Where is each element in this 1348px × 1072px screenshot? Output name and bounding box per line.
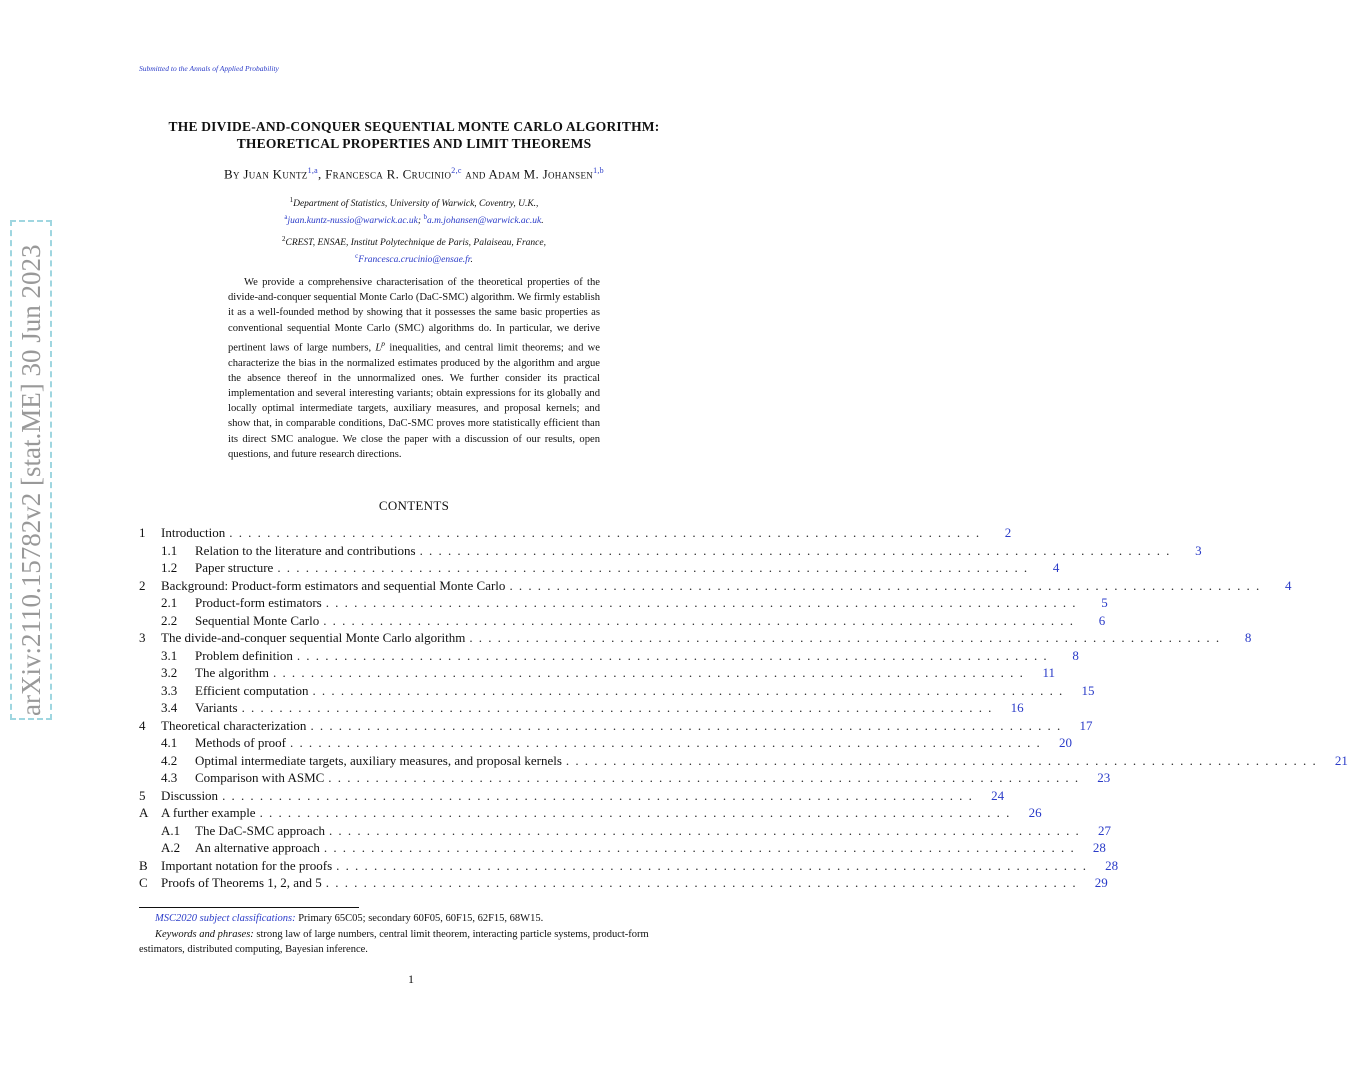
toc-leader-dots: ................................................................................ [419, 542, 1176, 558]
toc-leader-dots: ................................................................................ [259, 805, 1016, 820]
toc-leader-dots: ................................................................................ [336, 857, 1093, 873]
toc-entry[interactable] [139, 524, 1012, 542]
toc-entry[interactable] [139, 734, 1072, 752]
toc-entry[interactable] [139, 787, 1005, 805]
toc-title: Theoretical characterization [161, 717, 307, 733]
contents-heading: CONTENTS [378, 498, 450, 513]
toc-leader-dots: ................................................................................ [328, 770, 1085, 785]
toc-number: B [139, 857, 148, 873]
keywords-label: Keywords and phrases: [155, 929, 254, 940]
author-3: Adam M. Johansen [488, 166, 594, 182]
toc-number: 1.2 [161, 560, 178, 575]
toc-number: 2.2 [161, 612, 178, 628]
toc-title: The DaC-SMC approach [195, 822, 325, 838]
email-link-b[interactable]: a.m.johansen@warwick.ac.uk [426, 216, 542, 227]
toc-title: Optimal intermediate targets, auxiliary measures, and proposal kernels [195, 752, 562, 768]
toc-number: A [139, 805, 149, 820]
toc-entry[interactable] [139, 612, 1106, 630]
toc-number: 4 [139, 717, 146, 733]
toc-page-link[interactable]: 17 [1079, 717, 1093, 733]
toc-number: 1.1 [161, 542, 178, 558]
toc-entry[interactable] [139, 647, 1079, 665]
toc-leader-dots: ................................................................................ [509, 577, 1266, 593]
lp-exponent: p [381, 338, 386, 348]
toc-page-link[interactable]: 2 [1004, 525, 1012, 540]
affiliation-1-marker: 1 [289, 196, 294, 204]
toc-leader-dots: ................................................................................ [469, 630, 1226, 645]
author-1-affil[interactable]: 1,a [307, 166, 319, 175]
toc-page-link[interactable]: 8 [1072, 647, 1079, 663]
toc-title: Important notation for the proofs [161, 857, 333, 873]
msc-footnote [139, 911, 689, 926]
toc-title: The divide-and-conquer sequential Monte Carlo algorithm [161, 630, 466, 645]
toc-title: A further example [161, 805, 256, 820]
toc-title: Introduction [161, 525, 226, 540]
toc-entry[interactable] [139, 682, 1095, 700]
email-c-marker: c [355, 252, 359, 261]
toc-number: 2 [139, 577, 146, 593]
toc-title: Problem definition [195, 647, 293, 663]
toc-entry[interactable] [139, 664, 1056, 682]
toc-entry[interactable] [139, 857, 1119, 875]
abstract [228, 275, 600, 462]
toc-number: 3.4 [161, 700, 178, 715]
email-link-a[interactable]: juan.kuntz-nussio@warwick.ac.uk [287, 216, 418, 227]
email-b-marker: b [423, 213, 427, 222]
footnote-rule [139, 907, 359, 908]
toc-leader-dots: ................................................................................ [325, 595, 1082, 610]
toc-title: The algorithm [195, 665, 270, 680]
toc-number: 3.3 [161, 682, 178, 698]
toc-page-link[interactable]: 3 [1195, 542, 1202, 558]
toc-leader-dots: ................................................................................ [325, 875, 1082, 890]
toc-title: An alternative approach [195, 840, 320, 855]
toc-leader-dots: ................................................................................ [241, 700, 998, 715]
toc-entry[interactable] [139, 874, 1108, 892]
toc-entry[interactable] [139, 577, 1292, 595]
page-number: 1 [408, 972, 414, 986]
toc-leader-dots: ................................................................................ [229, 525, 986, 540]
author-by: By [224, 166, 240, 182]
toc-leader-dots: ................................................................................ [296, 647, 1053, 663]
affiliation-2 [150, 233, 678, 267]
toc-page-link[interactable]: 15 [1081, 682, 1095, 698]
email-link-c[interactable]: Francesca.crucinio@ensae.fr [358, 255, 471, 266]
toc-page-link[interactable]: 5 [1101, 595, 1108, 610]
toc-page-link[interactable]: 16 [1010, 700, 1024, 715]
toc-title: Sequential Monte Carlo [195, 612, 320, 628]
affiliation-2-text: CREST, ENSAE, Institut Polytechnique de Paris, Palaiseau, France, [285, 238, 546, 249]
email-c-end: . [470, 255, 473, 266]
toc-leader-dots: ................................................................................ [312, 682, 1069, 698]
toc-leader-dots: ................................................................................ [222, 787, 979, 803]
toc-title: Comparison with ASMC [195, 770, 325, 785]
affiliation-2-marker: 2 [281, 235, 286, 243]
title-line-2: THEORETICAL PROPERTIES AND LIMIT THEOREMS [236, 136, 592, 151]
toc-entry[interactable] [139, 542, 1202, 560]
toc-entry[interactable] [139, 804, 1042, 822]
author-1: Juan Kuntz [243, 166, 308, 182]
toc-entry[interactable] [139, 822, 1111, 840]
toc-number: 3.2 [161, 665, 178, 680]
toc-entry[interactable] [139, 769, 1111, 787]
toc-number: 2.1 [161, 595, 178, 610]
toc-number: 1 [139, 525, 146, 540]
toc-title: Methods of proof [195, 735, 286, 750]
email-a-marker: a [284, 213, 288, 222]
author-2: Francesca R. Crucinio [325, 166, 452, 182]
toc-title: Background: Product-form estimators and sequential Monte Carlo [161, 577, 506, 593]
toc-entry[interactable] [139, 559, 1060, 577]
toc-number: 4.1 [161, 735, 178, 750]
toc-title: Efficient computation [195, 682, 309, 698]
toc-leader-dots: ................................................................................ [277, 560, 1034, 575]
toc-title: Variants [195, 700, 238, 715]
toc-page-link[interactable]: 27 [1097, 822, 1111, 838]
toc-page-link[interactable]: 29 [1094, 875, 1108, 890]
toc-leader-dots: ................................................................................ [328, 822, 1085, 838]
toc-page-link[interactable]: 6 [1098, 612, 1106, 628]
toc-entry[interactable] [139, 699, 1024, 717]
toc-page-link[interactable]: 28 [1105, 857, 1119, 873]
toc-entry[interactable] [139, 594, 1108, 612]
toc-number: A.2 [161, 840, 181, 855]
title-line-1: THE DIVIDE-AND-CONQUER SEQUENTIAL MONTE CARLO ALGORITHM: [168, 119, 660, 134]
toc-number: A.1 [161, 822, 181, 838]
toc-title: Discussion [161, 787, 219, 803]
toc-page-link[interactable]: 23 [1097, 770, 1111, 785]
lp-symbol: L [375, 342, 382, 354]
toc-entry[interactable] [139, 717, 1093, 735]
affiliation-1 [150, 194, 678, 228]
toc-page-link[interactable]: 4 [1284, 577, 1292, 593]
toc-number: 4.2 [161, 752, 178, 768]
toc-leader-dots: ................................................................................ [323, 612, 1080, 628]
toc-number: 3 [139, 630, 146, 645]
toc-page-link[interactable]: 28 [1092, 840, 1106, 855]
toc-leader-dots: ................................................................................ [290, 735, 1046, 750]
toc-page-link[interactable]: 26 [1028, 805, 1042, 820]
email-end: . [541, 216, 544, 227]
journal-header: Submitted to the Annals of Applied Probability [139, 64, 279, 73]
toc-title: Relation to the literature and contributions [195, 542, 416, 558]
msc-text: Primary 65C05; secondary 60F05, 60F15, 62F15, 68W15. [295, 913, 544, 924]
toc-entry[interactable] [139, 629, 1252, 647]
paper-title [100, 118, 728, 152]
author-separator: , [318, 166, 326, 182]
table-of-contents [139, 524, 1348, 892]
toc-page-link[interactable]: 8 [1244, 630, 1252, 645]
toc-leader-dots: ................................................................................ [323, 840, 1080, 855]
toc-page-link[interactable]: 11 [1042, 665, 1056, 680]
email-separator: ; [417, 216, 424, 227]
toc-page-link[interactable]: 21 [1334, 752, 1348, 768]
toc-entry[interactable] [139, 752, 1348, 770]
affiliation-1-text: Department of Statistics, University of Warwick, Coventry, U.K., [293, 199, 539, 210]
toc-page-link[interactable]: 4 [1052, 560, 1060, 575]
author-list [100, 166, 728, 182]
toc-title: Product-form estimators [195, 595, 322, 610]
arxiv-stamp[interactable]: arXiv:2110.15782v2 [stat.ME] 30 Jun 2023 [10, 220, 52, 720]
toc-page-link[interactable]: 20 [1059, 735, 1072, 750]
author-2-affil[interactable]: 2,c [451, 166, 462, 175]
abstract-text-1: We provide a comprehensive characterisation of the theoretical properties of the divide-and-conquer sequential Monte Carlo (DaC-SMC) algorithm. We firmly establish it as a well-founded method by showing that it possesses the same basic properties as conventional sequential Monte Carlo (SMC) algorithms do. In particular, we derive pertinent laws of large numbers, [228, 277, 600, 354]
toc-title: Paper structure [195, 560, 274, 575]
toc-leader-dots: ................................................................................ [310, 717, 1067, 733]
msc-link[interactable]: MSC2020 subject classifications: [155, 913, 296, 924]
toc-title: Proofs of Theorems 1, 2, and 5 [161, 875, 322, 890]
toc-number: 3.1 [161, 647, 178, 663]
toc-entry[interactable] [139, 839, 1106, 857]
author-and: and [461, 166, 489, 182]
abstract-text-2: inequalities, and central limit theorems; and we characterize the bias in the normalized estimates produced by the algorithm and argue the absence thereof in the unnormalized ones. We further consider its practical implementation and several interesting variants; obtain expressions for its globally and locally optimal intermediate targets, auxiliary measures, and proposal kernels; and show that, in comparable conditions, DaC-SMC proves more statistically efficient than its direct SMC analogue. We close the paper with a discussion of our results, open questions, and future research directions. [228, 342, 601, 460]
keywords-footnote [139, 927, 689, 957]
toc-number: C [139, 875, 148, 890]
toc-number: 5 [139, 787, 146, 803]
keywords-text: strong law of large numbers, central limit theorem, interacting particle systems, product-form estimators, distributed computing, Bayesian inference. [139, 929, 649, 955]
author-3-affil[interactable]: 1,b [593, 166, 604, 175]
toc-leader-dots: ................................................................................ [273, 665, 1030, 680]
toc-leader-dots: ................................................................................ [565, 752, 1322, 768]
toc-number: 4.3 [161, 770, 178, 785]
toc-page-link[interactable]: 24 [991, 787, 1005, 803]
